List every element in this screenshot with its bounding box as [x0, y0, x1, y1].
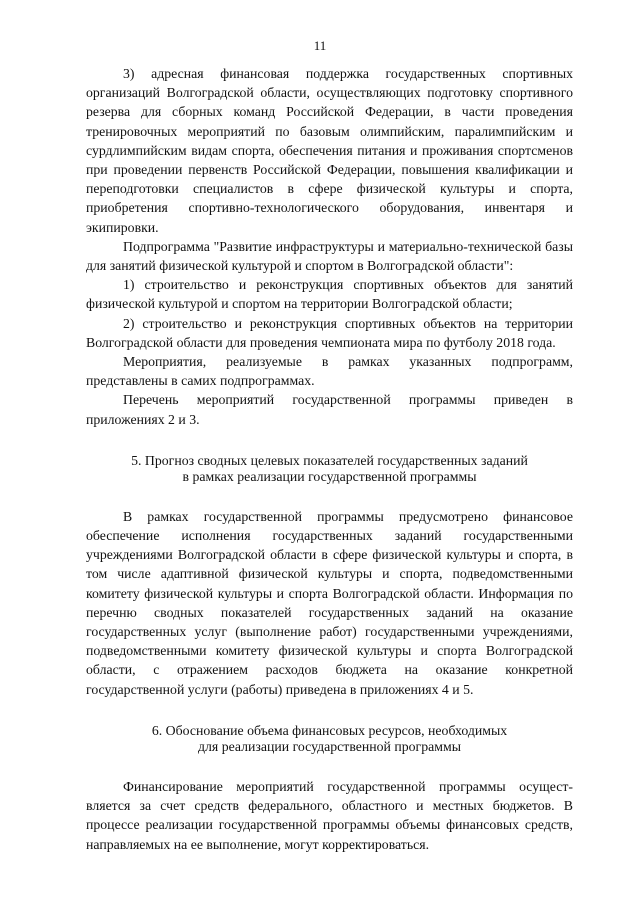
section-5-paragraph: В рамках государственной программы предусмотрено финансовое обеспечение исполнения государственных заданий государственными учреждениями Волгоградской области в сфере физической культуры и спорта, в том числе адаптивной физической культуры и спорта, подведомственными комитету физической культуры и спорта Волгоградской области. Информация по перечню сводных показателей государственных заданий на оказание государственных услуг (выполнение работ) государственными учреждениями, подведомственными комитету физической культуры и спорта Волгоградской области, с отражением расходов бюджета на оказание конкретной государственной услуги (работы) приведена в приложениях 4 и 5.: [86, 508, 573, 697]
top-paragraphs: [86, 64, 573, 429]
section-5-heading: [86, 453, 573, 485]
paragraph-measures-list: Перечень мероприятий государственной программы приведен в приложениях 2 и 3.: [86, 392, 573, 427]
section-5-title-line-1: 5. Прогноз сводных целевых показателей государственных заданий: [131, 452, 528, 468]
paragraph-measures: Мероприятия, реализуемые в рамках указанных подпрограмм, представлены в самих подпрограммах.: [86, 354, 573, 389]
page-number: 11: [313, 38, 327, 53]
section-6-title-line-1: 6. Обоснование объема финансовых ресурсов, необходимых: [151, 722, 508, 738]
section-6-title-line-2: для реализации государственной программы: [198, 738, 461, 754]
section-6-body: [86, 777, 573, 854]
section-5-title-line-2: в рамках реализации государственной программы: [182, 468, 477, 484]
section-6-paragraph: Финансирование мероприятий государственной программы осущест-вляется за счет средств федерального, областного и местных бюджетов. В процессе реализации государственной программы объемы финансовых средств, направляемых на ее выполнение, могут корректироваться.: [86, 778, 573, 852]
paragraph-construction-item-1: 1) строительство и реконструкция спортивных объектов для занятий физической культурой и спортом на территории Волгоградской области;: [86, 277, 573, 312]
paragraph-subprogram-infrastructure: Подпрограмма "Развитие инфраструктуры и материально-технической базы для занятий физической культурой и спортом в Волгоградской области":: [86, 238, 573, 274]
paragraph-financial-support: 3) адресная финансовая поддержка государственных спортивных организаций Волгоградской области, осуществляющих подготовку спортивного резерва для сборных команд Российской Федерации, в части проведения тренировочных мероприятий по базовым олимпийским, паралимпийским и сурдлимпийским видам спорта, обеспечения питания и проживания спортсменов при проведении первенств Российской Федерации, повышения квалификации и переподготовки специалистов в сфере физической культуры и спорта, приобретения спортивно-технологического оборудования, инвентаря и экипировки.: [86, 66, 573, 235]
page-content: [86, 64, 573, 854]
section-6-heading: [86, 723, 573, 755]
paragraph-construction-item-2: 2) строительство и реконструкция спортивных объектов на территории Волгоградской области для проведения чемпионата мира по футболу 2018 года.: [86, 315, 573, 350]
section-5-body: [86, 507, 573, 699]
